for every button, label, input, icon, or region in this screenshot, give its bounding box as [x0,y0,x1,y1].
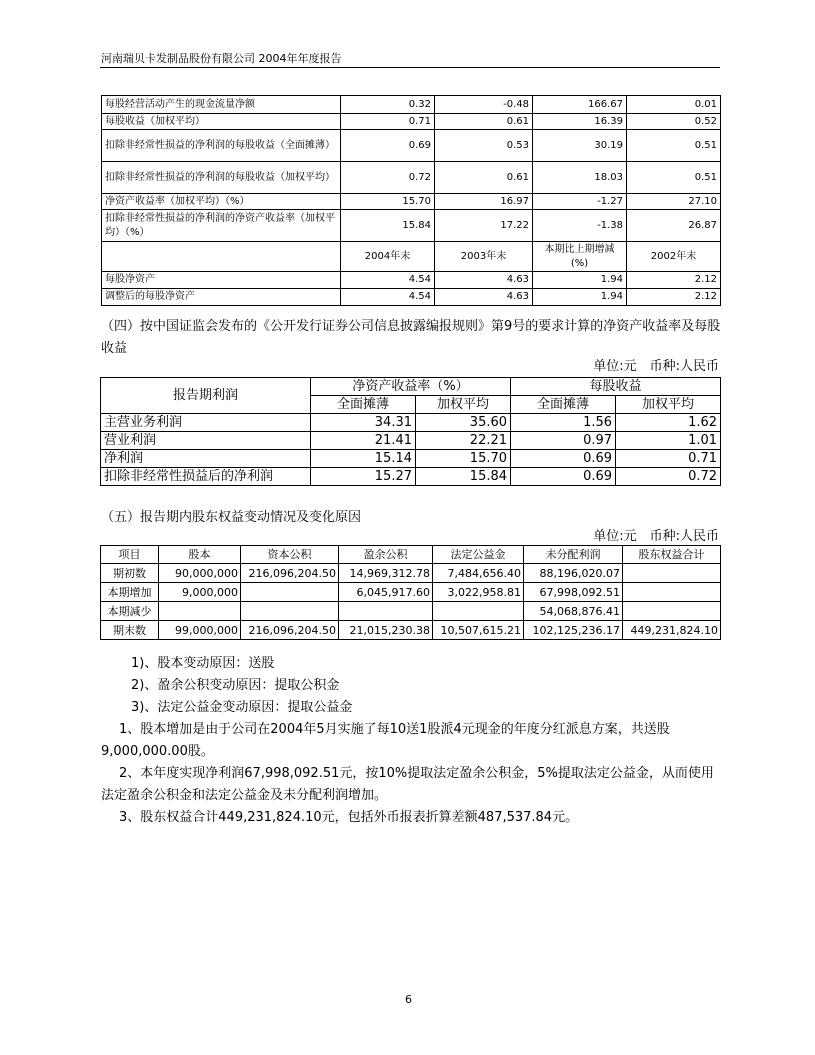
table-row [102,210,721,242]
equity-change-table [100,545,721,640]
value-cell: 2.12 [627,272,721,289]
table-row [101,432,721,450]
value-cell [623,564,721,583]
table-row [102,130,721,162]
column-header: 资本公积 [241,546,339,564]
value-cell: -0.48 [435,96,533,114]
value-cell: 0.52 [627,114,721,130]
table-row [102,242,721,272]
section4-unit: 单位:元 币种:人民币 [593,359,719,374]
value-cell: 14,969,312.78 [339,564,433,583]
value-cell: 9,000,000 [159,583,241,602]
value-cell: 15.70 [341,194,435,210]
table-row [102,114,721,130]
label-cell: 净资产收益率（加权平均）（%） [102,194,341,210]
value-cell: 4.63 [435,289,533,306]
value-cell [623,602,721,621]
value-cell [241,583,339,602]
label-cell: 每股经营活动产生的现金流量净额 [102,96,341,114]
label-cell: 每股收益（加权平均） [102,114,341,130]
table-row [101,468,721,486]
value-cell: 90,000,000 [159,564,241,583]
column-header: 本期比上期增减(%) [533,242,627,272]
label-cell: 扣除非经常性损益的净利润的每股收益（全面摊薄） [102,130,341,162]
value-cell: 166.67 [533,96,627,114]
label-cell: 净利润 [101,450,311,468]
label-cell: 调整后的每股净资产 [102,289,341,306]
label-cell: 每股净资产 [102,272,341,289]
column-header [102,242,341,272]
column-header: 2002年末 [627,242,721,272]
value-cell: 35.60 [416,414,511,432]
column-header: 加权平均 [416,396,511,414]
value-cell: -1.38 [533,210,627,242]
value-cell: 18.03 [533,162,627,194]
label-cell: 扣除非经常性损益的净利润的净资产收益率（加权平均）（%） [102,210,341,242]
label-cell: 期末数 [101,621,159,640]
column-header: 2003年末 [435,242,533,272]
value-cell: 26.87 [627,210,721,242]
value-cell: 21,015,230.38 [339,621,433,640]
column-header: 项目 [101,546,159,564]
value-cell: 27.10 [627,194,721,210]
column-header: 法定公益金 [433,546,524,564]
section4-title: （四）按中国证监会发布的《公开发行证券公司信息披露编报规则》第9号的要求计算的净资产收益率及每股收益 [101,319,721,356]
value-cell: 0.01 [627,96,721,114]
table-row [101,414,721,432]
value-cell: 1.94 [533,272,627,289]
value-cell: 0.71 [341,114,435,130]
value-cell: 15.27 [311,468,416,486]
value-cell: 0.72 [616,468,721,486]
value-cell: 22.21 [416,432,511,450]
value-cell: 0.69 [511,450,616,468]
value-cell: 4.54 [341,272,435,289]
value-cell [623,583,721,602]
value-cell: 216,096,204.50 [241,621,339,640]
table-row [101,450,721,468]
table-row [102,289,721,306]
value-cell: 1.56 [511,414,616,432]
value-cell [159,602,241,621]
table-row [102,162,721,194]
per-share-indicators-table [101,95,721,306]
column-header: 每股收益 [511,378,721,396]
value-cell: 0.61 [435,162,533,194]
label-cell: 本期增加 [101,583,159,602]
value-cell: 54,068,876.41 [524,602,623,621]
value-cell: 34.31 [311,414,416,432]
note-item: 2、本年度实现净利润67,998,092.51元，按10%提取法定盈余公积金，5%提取法定公益金，从而使用法定盈余公积金和法定公益金及未分配利润增加。 [101,766,714,803]
value-cell: 1.01 [616,432,721,450]
value-cell: -1.27 [533,194,627,210]
value-cell: 21.41 [311,432,416,450]
value-cell: 6,045,917.60 [339,583,433,602]
column-header: 报告期利润 [101,378,311,414]
table-row [102,96,721,114]
value-cell: 449,231,824.10 [623,621,721,640]
label-cell: 主营业务利润 [101,414,311,432]
value-cell: 216,096,204.50 [241,564,339,583]
value-cell: 15.84 [341,210,435,242]
value-cell: 0.51 [627,130,721,162]
column-header: 2004年末 [341,242,435,272]
value-cell: 2.12 [627,289,721,306]
label-cell: 期初数 [101,564,159,583]
value-cell [241,602,339,621]
value-cell [339,602,433,621]
table-row [101,378,721,396]
value-cell: 1.94 [533,289,627,306]
table-row [101,546,721,564]
value-cell: 10,507,615.21 [433,621,524,640]
table-row [101,583,721,602]
value-cell: 0.71 [616,450,721,468]
value-cell: 15.84 [416,468,511,486]
value-cell: 0.69 [511,468,616,486]
note-item: 3)、法定公益金变动原因：提取公益金 [131,700,353,715]
value-cell: 16.97 [435,194,533,210]
value-cell: 7,484,656.40 [433,564,524,583]
value-cell: 15.70 [416,450,511,468]
value-cell: 0.97 [511,432,616,450]
column-header: 未分配利润 [524,546,623,564]
column-header: 净资产收益率（%） [311,378,511,396]
page-header: 河南瑞贝卡发制品股份有限公司 2004年年度报告 [101,52,342,65]
note-item: 1)、股本变动原因：送股 [131,656,275,671]
column-header: 股东权益合计 [623,546,721,564]
value-cell: 0.51 [627,162,721,194]
table-row [101,621,721,640]
value-cell: 0.69 [341,130,435,162]
table-row [101,602,721,621]
value-cell: 0.61 [435,114,533,130]
column-header: 股本 [159,546,241,564]
value-cell: 88,196,020.07 [524,564,623,583]
value-cell: 30.19 [533,130,627,162]
value-cell: 4.63 [435,272,533,289]
column-header: 盈余公积 [339,546,433,564]
value-cell [433,602,524,621]
value-cell: 99,000,000 [159,621,241,640]
section5-unit: 单位:元 币种:人民币 [593,529,719,544]
value-cell: 4.54 [341,289,435,306]
section5-title: （五）报告期内股东权益变动情况及变化原因 [101,510,362,525]
value-cell: 17.22 [435,210,533,242]
value-cell: 15.14 [311,450,416,468]
value-cell: 0.53 [435,130,533,162]
note-item: 1、股本增加是由于公司在2004年5月实施了每10送1股派4元现金的年度分红派息方案，共送股9,000,000.00股。 [101,722,670,759]
value-cell: 102,125,236.17 [524,621,623,640]
label-cell: 营业利润 [101,432,311,450]
header-divider [100,67,720,68]
table-row [102,272,721,289]
table-row [101,564,721,583]
table-row [102,194,721,210]
notes [101,653,721,829]
column-header: 全面摊薄 [511,396,616,414]
label-cell: 扣除非经常性损益的净利润的每股收益（加权平均） [102,162,341,194]
label-cell: 本期减少 [101,602,159,621]
value-cell: 16.39 [533,114,627,130]
note-item: 2)、盈余公积变动原因：提取公积金 [131,678,340,693]
value-cell: 67,998,092.51 [524,583,623,602]
column-header: 加权平均 [616,396,721,414]
value-cell: 1.62 [616,414,721,432]
note-item: 3、股东权益合计449,231,824.10元，包括外币报表折算差额487,537.84元。 [119,810,579,825]
page-number: 6 [405,993,412,1006]
value-cell: 3,022,958.81 [433,583,524,602]
roe-eps-table [100,377,721,486]
label-cell: 扣除非经常性损益后的净利润 [101,468,311,486]
column-header: 全面摊薄 [311,396,416,414]
value-cell: 0.72 [341,162,435,194]
value-cell: 0.32 [341,96,435,114]
